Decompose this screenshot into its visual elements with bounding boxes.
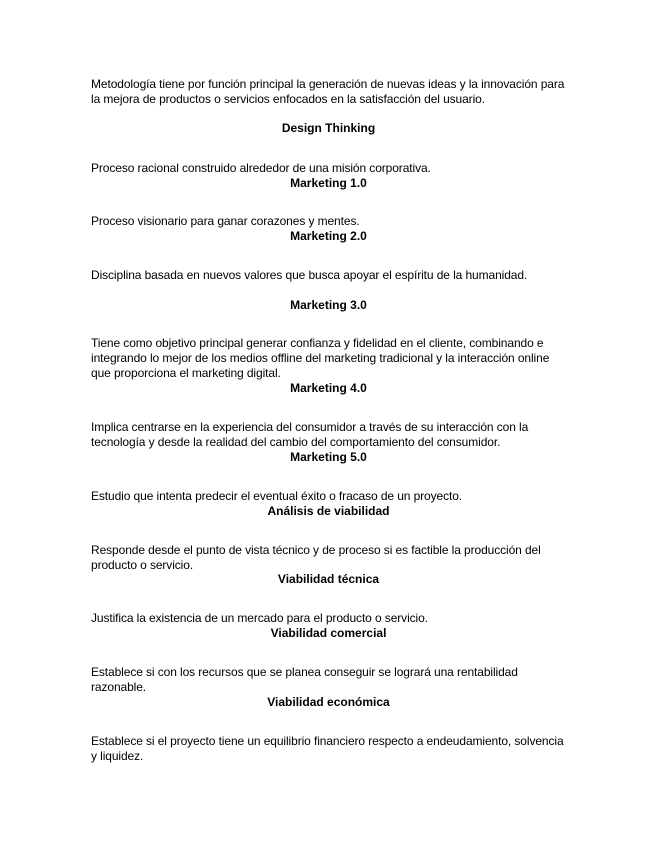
term-marketing-1: Marketing 1.0 xyxy=(290,176,367,190)
term-marketing-3: Marketing 3.0 xyxy=(290,298,367,312)
term-marketing-4: Marketing 4.0 xyxy=(290,381,367,395)
definition-marketing-2: Proceso visionario para ganar corazones y mentes. xyxy=(91,214,360,228)
definition-marketing-1: Proceso racional construido alrededor de una misión corporativa. xyxy=(91,161,431,175)
definition-viabilidad-financiera: Establece si el proyecto tiene un equilibrio financiero respecto a endeudamiento, solvencia y liquidez. xyxy=(91,734,564,763)
term-viabilidad-economica: Viabilidad económica xyxy=(267,695,390,709)
definition-analisis-viabilidad: Estudio que intenta predecir el eventual éxito o fracaso de un proyecto. xyxy=(91,489,463,503)
definition-viabilidad-comercial: Justifica la existencia de un mercado para el producto o servicio. xyxy=(91,611,428,625)
definition-design-thinking: Metodología tiene por función principal la generación de nuevas ideas y la innovación para la mejora de productos o servicios enfocados en la satisfacción del usuario. xyxy=(91,77,565,106)
term-analisis-viabilidad: Análisis de viabilidad xyxy=(267,504,390,518)
term-marketing-5: Marketing 5.0 xyxy=(290,450,367,464)
definition-marketing-3: Disciplina basada en nuevos valores que busca apoyar el espíritu de la humanidad. xyxy=(91,268,528,282)
definition-viabilidad-economica: Establece si con los recursos que se planea conseguir se logrará una rentabilidad razonable. xyxy=(91,665,518,694)
term-viabilidad-comercial: Viabilidad comercial xyxy=(270,626,387,640)
term-marketing-2: Marketing 2.0 xyxy=(290,229,367,243)
definition-marketing-5: Implica centrarse en la experiencia del consumidor a través de su interacción con la tecnología y desde la realidad del cambio del comportamiento del consumidor. xyxy=(91,420,529,449)
definition-viabilidad-tecnica: Responde desde el punto de vista técnico y de proceso si es factible la producción del producto o servicio. xyxy=(91,543,541,572)
definition-marketing-4: Tiene como objetivo principal generar confianza y fidelidad en el cliente, combinando e integrando lo mejor de los medios offline del marketing tradicional y la interacción online que proporciona el marketing digital. xyxy=(91,336,550,380)
term-viabilidad-tecnica: Viabilidad técnica xyxy=(277,572,380,586)
term-design-thinking: Design Thinking xyxy=(281,121,376,135)
